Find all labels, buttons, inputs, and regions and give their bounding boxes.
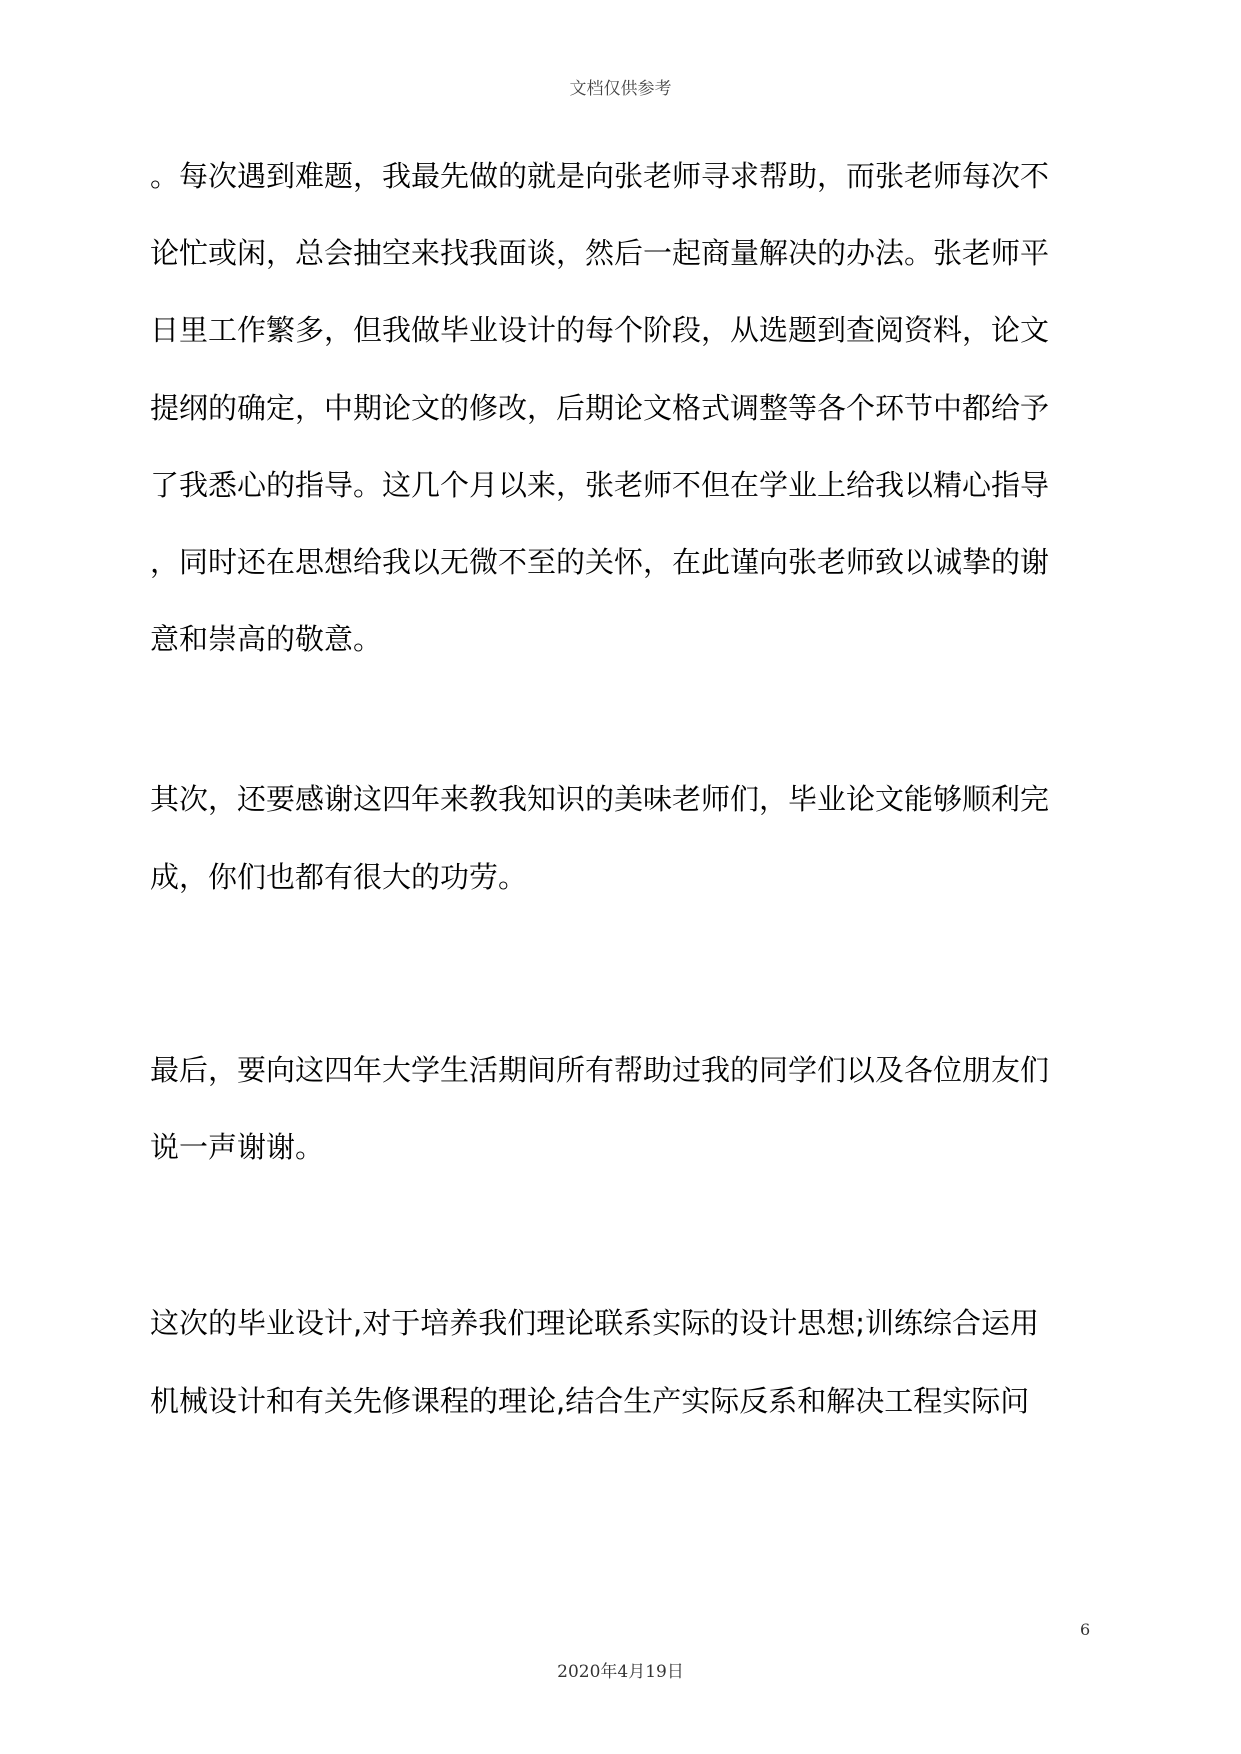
text-line: 说一声谢谢。 xyxy=(150,1130,325,1164)
text-line: 。每次遇到难题，我最先做的就是向张老师寻求帮助，而张老师每次不 xyxy=(150,159,1050,193)
text-line: 成，你们也都有很大的功劳。 xyxy=(150,860,528,894)
text-line: 机械设计和有关先修课程的理论,结合生产实际反系和解决工程实际问 xyxy=(150,1384,1030,1418)
text-line: 提纲的确定，中期论文的修改，后期论文格式调整等各个环节中都给予 xyxy=(150,391,1050,425)
text-line: 其次，还要感谢这四年来教我知识的美味老师们，毕业论文能够顺利完 xyxy=(150,782,1050,816)
text-line: ，同时还在思想给我以无微不至的关怀，在此谨向张老师致以诚挚的谢 xyxy=(150,545,1050,579)
text-line: 了我悉心的指导。这几个月以来，张老师不但在学业上给我以精心指导 xyxy=(150,468,1050,502)
text-line: 论忙或闲，总会抽空来找我面谈，然后一起商量解决的办法。张老师平 xyxy=(150,236,1050,270)
text-line: 意和崇高的敬意。 xyxy=(150,622,383,656)
text-line: 最后，要向这四年大学生活期间所有帮助过我的同学们以及各位朋友们 xyxy=(150,1053,1050,1087)
text-line: 日里工作繁多，但我做毕业设计的每个阶段，从选题到查阅资料，论文 xyxy=(150,313,1050,347)
page-number: 6 xyxy=(1080,1620,1091,1639)
page-header: 文档仅供参考 xyxy=(569,79,672,99)
footer-date: 2020年4月19日 xyxy=(557,1662,684,1682)
text-line: 这次的毕业设计,对于培养我们理论联系实际的设计思想;训练综合运用 xyxy=(150,1306,1039,1340)
